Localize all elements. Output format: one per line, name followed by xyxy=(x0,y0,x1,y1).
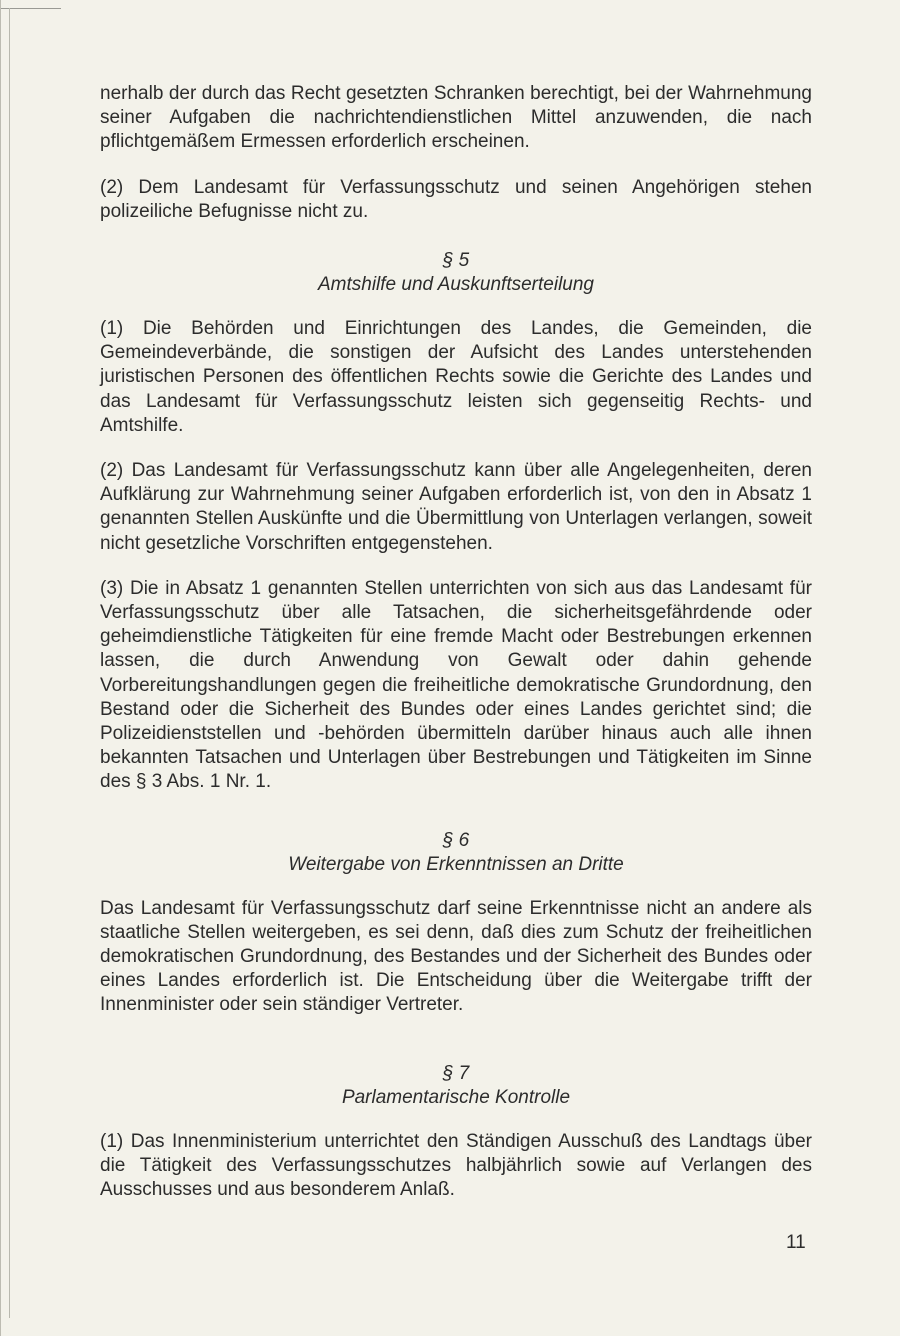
paragraph-5-3: (3) Die in Absatz 1 genannten Stellen unterrichten von sich aus das Landesamt für Verfassungsschutz über alle Tatsachen, die sicherheitsgefährdende oder geheimdienstliche Tätigkeiten für eine fremde Macht oder Bestrebungen erkennen lassen, die durch Anwendung von Gewalt oder dahin gehende Vorbereitungshandlungen gegen die freiheitliche demokratische Grundordnung, den Bestand oder die Sicherheit des Bundes oder eines Landes gerichtet sind; die Polizeidienststellen und -behörden übermitteln darüber hinaus auch alle ihnen bekannten Tatsachen und Unterlagen über Bestrebungen und Tätigkeiten im Sinne des § 3 Abs. 1 Nr. 1. xyxy=(100,577,812,793)
paragraph-7-1: (1) Das Innenministerium unterrichtet den Ständigen Ausschuß des Landtags über die Tätigkeit des Verfassungsschutzes halbjährlich sowie auf Verlangen des Ausschusses und aus besonderem Anlaß. xyxy=(100,1130,812,1201)
paragraph-4-2: (2) Dem Landesamt für Verfassungsschutz und seinen Angehörigen stehen polizeiliche Befugnisse nicht zu. xyxy=(100,176,812,222)
section-7-heading xyxy=(100,1062,812,1110)
paragraph-intro: nerhalb der durch das Recht gesetzten Schranken berechtigt, bei der Wahrnehmung seiner Aufgaben die nachrichtendienstlichen Mittel anzuwenden, die nach pflichtgemäßem Ermessen erforderlich erscheinen. xyxy=(100,83,812,153)
paragraph-5-2: (2) Das Landesamt für Verfassungsschutz kann über alle Angelegenheiten, deren Aufklärung zur Wahrnehmung seiner Aufgaben erforderlich ist, von den in Absatz 1 genannten Stellen Auskünfte und die Übermittlung von Unterlagen verlangen, soweit nicht gesetzliche Vorschriften entgegenstehen. xyxy=(100,460,812,554)
section-5-number: § 5 xyxy=(442,250,470,272)
section-5-heading xyxy=(100,249,812,297)
section-5-title: Amtshilfe und Auskunftserteilung xyxy=(317,274,594,296)
section-7-number: § 7 xyxy=(442,1062,470,1084)
section-6-title: Weitergabe von Erkenntnissen an Dritte xyxy=(288,853,624,875)
document-body xyxy=(100,82,812,1223)
page-edge-vertical xyxy=(9,8,10,1318)
page-number: 11 xyxy=(786,1232,806,1253)
page-edge-line xyxy=(1,8,61,9)
paragraph-6-1: Das Landesamt für Verfassungsschutz darf seine Erkenntnisse nicht an andere als staatliche Stellen weitergeben, es sei denn, daß dies zum Schutz der freiheitlichen demokratischen Grundordnung, des Bestandes und der Sicherheit des Bundes oder eines Landes erforderlich ist. Die Entscheidung über die Weitergabe trifft der Innenminister oder sein ständiger Vertreter. xyxy=(100,897,812,1016)
section-6-heading xyxy=(100,829,812,877)
paragraph-5-1: (1) Die Behörden und Einrichtungen des Landes, die Gemeinden, die Gemeindeverbände, die sonstigen der Aufsicht des Landes unterstehenden juristischen Personen des öffentlichen Rechts sowie die Gerichte des Landes und das Landesamt für Verfassungsschutz leisten sich gegenseitig Rechts- und Amtshilfe. xyxy=(100,318,812,436)
section-6-number: § 6 xyxy=(442,829,470,851)
section-7-title: Parlamentarische Kontrolle xyxy=(341,1086,571,1108)
